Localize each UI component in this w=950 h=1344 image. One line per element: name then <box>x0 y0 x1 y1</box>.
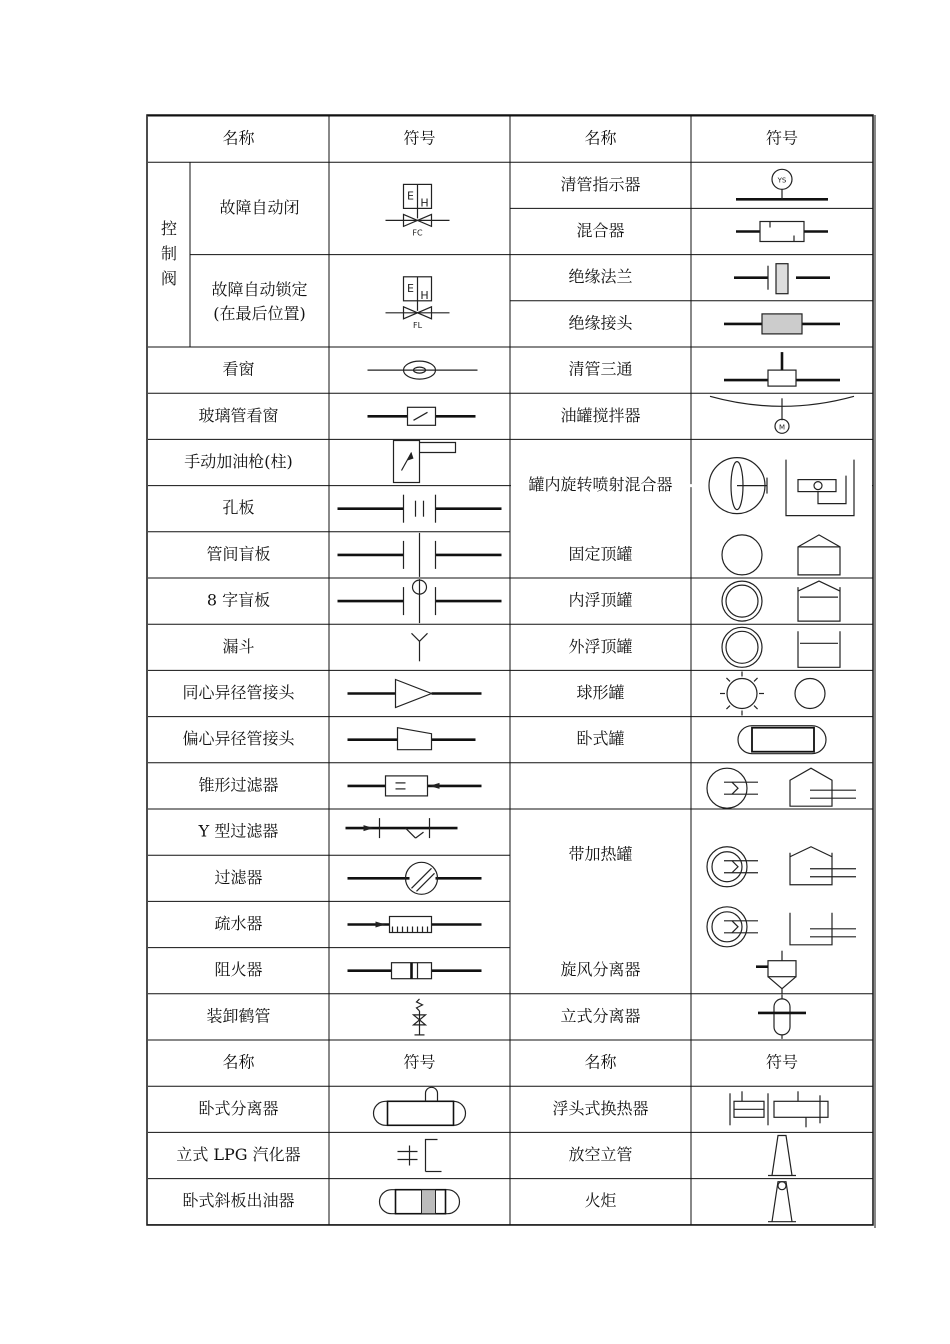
row-name-pigging-tee: 清管三通 <box>568 359 633 379</box>
row-name-filter: 过滤器 <box>214 867 263 887</box>
svg-text:E: E <box>407 281 414 295</box>
y-strainer-icon <box>346 818 458 838</box>
row-name-spherical-tank: 球形罐 <box>576 683 625 702</box>
glass-tube-sight-glass-icon <box>368 407 476 425</box>
concentric-reducer-icon <box>348 680 482 708</box>
row-name-floating-head-exchanger: 浮头式换热器 <box>552 1098 649 1118</box>
row-name-steam-trap: 疏水器 <box>214 914 263 933</box>
svg-text:H: H <box>420 288 429 302</box>
fail-locked-valve-icon <box>386 277 450 330</box>
insulating-joint-icon <box>724 314 840 334</box>
row-name-cyclone-separator: 旋风分离器 <box>560 960 641 980</box>
floating-head-exchanger-icon <box>730 1091 828 1127</box>
row-name-insulating-joint: 绝缘接头 <box>568 313 633 333</box>
row-name-sight-glass: 看窗 <box>222 359 255 379</box>
cone-filter-icon <box>348 776 482 796</box>
spherical-tank-icon <box>720 672 825 716</box>
horizontal-separator-icon <box>374 1087 466 1125</box>
external-floating-roof-tank-icon <box>722 627 840 667</box>
row-name-manual-oil-gun: 手动加油枪(柱) <box>184 452 293 471</box>
header-name-left: 名称 <box>222 1052 255 1072</box>
row-name-internal-floating-roof-tank: 内浮顶罐 <box>568 590 633 610</box>
row-name-inclined-plate-separator: 卧式斜板出油器 <box>182 1191 295 1211</box>
header-name-right: 名称 <box>584 1052 617 1072</box>
eccentric-reducer-icon <box>348 728 476 750</box>
blind-plate-icon <box>338 533 502 577</box>
pig-indicator-icon <box>736 169 828 199</box>
row-name-mixer: 混合器 <box>576 221 625 240</box>
row-name-blind-plate: 管间盲板 <box>206 544 271 564</box>
fixed-roof-tank-icon <box>722 535 840 575</box>
header-name-right: 名称 <box>584 128 617 148</box>
row-name-heated-tank: 带加热罐 <box>568 844 633 864</box>
internal-floating-roof-tank-icon <box>722 581 840 621</box>
row-name-pig-indicator: 清管指示器 <box>560 174 641 194</box>
row-name-insulating-flange: 绝缘法兰 <box>568 267 633 287</box>
row-name-vent-stack: 放空立管 <box>568 1145 633 1164</box>
row-name-flare: 火炬 <box>584 1191 617 1211</box>
group-label-control-valve: 制 <box>160 244 178 264</box>
inclined-plate-separator-icon <box>380 1190 460 1214</box>
row-name-rotary-jet-mixer: 罐内旋转喷射混合器 <box>528 475 673 495</box>
vent-stack-icon <box>768 1136 796 1176</box>
row-name-fail-locked-valve: 故障自动锁定(在最后位置) <box>211 279 308 323</box>
filter-icon <box>348 862 482 894</box>
row-name-cone-filter: 锥形过滤器 <box>198 775 279 795</box>
row-name-horizontal-tank: 卧式罐 <box>576 729 625 749</box>
row-name-vertical-separator: 立式分离器 <box>560 1006 641 1026</box>
insulating-flange-icon <box>734 264 830 294</box>
svg-text:E: E <box>407 189 414 203</box>
flame-arrester-icon <box>348 963 482 979</box>
pigging-tee-icon <box>724 352 840 386</box>
group-label-control-valve: 阀 <box>160 269 178 289</box>
header-symbol-right: 符号 <box>765 128 799 148</box>
row-name-loading-arm: 装卸鹤管 <box>206 1006 271 1026</box>
row-name-eccentric-reducer: 偏心异径管接头 <box>182 729 295 749</box>
row-name-fail-closed-valve: 故障自动闭 <box>219 197 300 217</box>
row-name-lpg-vaporizer: 立式 LPG 汽化器 <box>176 1145 301 1164</box>
lpg-vaporizer-icon <box>398 1140 442 1172</box>
mixer-icon <box>736 222 828 242</box>
row-name-figure-eight-blind: 8 字盲板 <box>206 590 271 610</box>
row-name-horizontal-separator: 卧式分离器 <box>198 1098 279 1118</box>
svg-text:YS: YS <box>777 176 787 185</box>
group-label-control-valve: 控 <box>160 219 178 239</box>
funnel-icon <box>412 633 428 661</box>
svg-text:FL: FL <box>412 320 423 330</box>
row-name-flame-arrester: 阻火器 <box>214 960 263 980</box>
header-name-left: 名称 <box>222 128 255 148</box>
header-symbol-left: 符号 <box>403 1052 436 1072</box>
orifice-plate-icon <box>338 495 502 523</box>
figure-eight-blind-icon <box>338 579 502 623</box>
steam-trap-icon <box>348 917 482 933</box>
header-symbol-right: 符号 <box>765 1052 799 1072</box>
vertical-separator-icon <box>758 995 806 1039</box>
svg-text:H: H <box>420 196 429 210</box>
row-name-funnel: 漏斗 <box>222 636 255 656</box>
header-symbol-left: 符号 <box>403 128 436 148</box>
cyclone-separator-icon <box>756 951 796 995</box>
fail-closed-valve-icon <box>386 184 450 237</box>
heated-tank-icon <box>707 768 856 947</box>
row-name-orifice-plate: 孔板 <box>222 498 255 518</box>
row-name-y-strainer: Y 型过滤器 <box>198 821 279 841</box>
svg-text:FC: FC <box>412 228 423 238</box>
tank-agitator-icon <box>710 396 854 433</box>
row-name-external-floating-roof-tank: 外浮顶罐 <box>568 636 633 656</box>
loading-arm-icon <box>414 999 426 1035</box>
horizontal-tank-icon <box>738 726 826 754</box>
row-name-concentric-reducer: 同心异径管接头 <box>182 683 295 702</box>
row-name-fixed-roof-tank: 固定顶罐 <box>568 544 633 564</box>
sight-glass-icon <box>368 361 478 379</box>
row-name-tank-agitator: 油罐搅拌器 <box>560 405 641 425</box>
svg-text:M: M <box>778 423 786 432</box>
flare-icon <box>768 1182 796 1222</box>
row-name-glass-tube-sight-glass: 玻璃管看窗 <box>198 405 279 425</box>
manual-oil-gun-icon <box>394 441 456 483</box>
